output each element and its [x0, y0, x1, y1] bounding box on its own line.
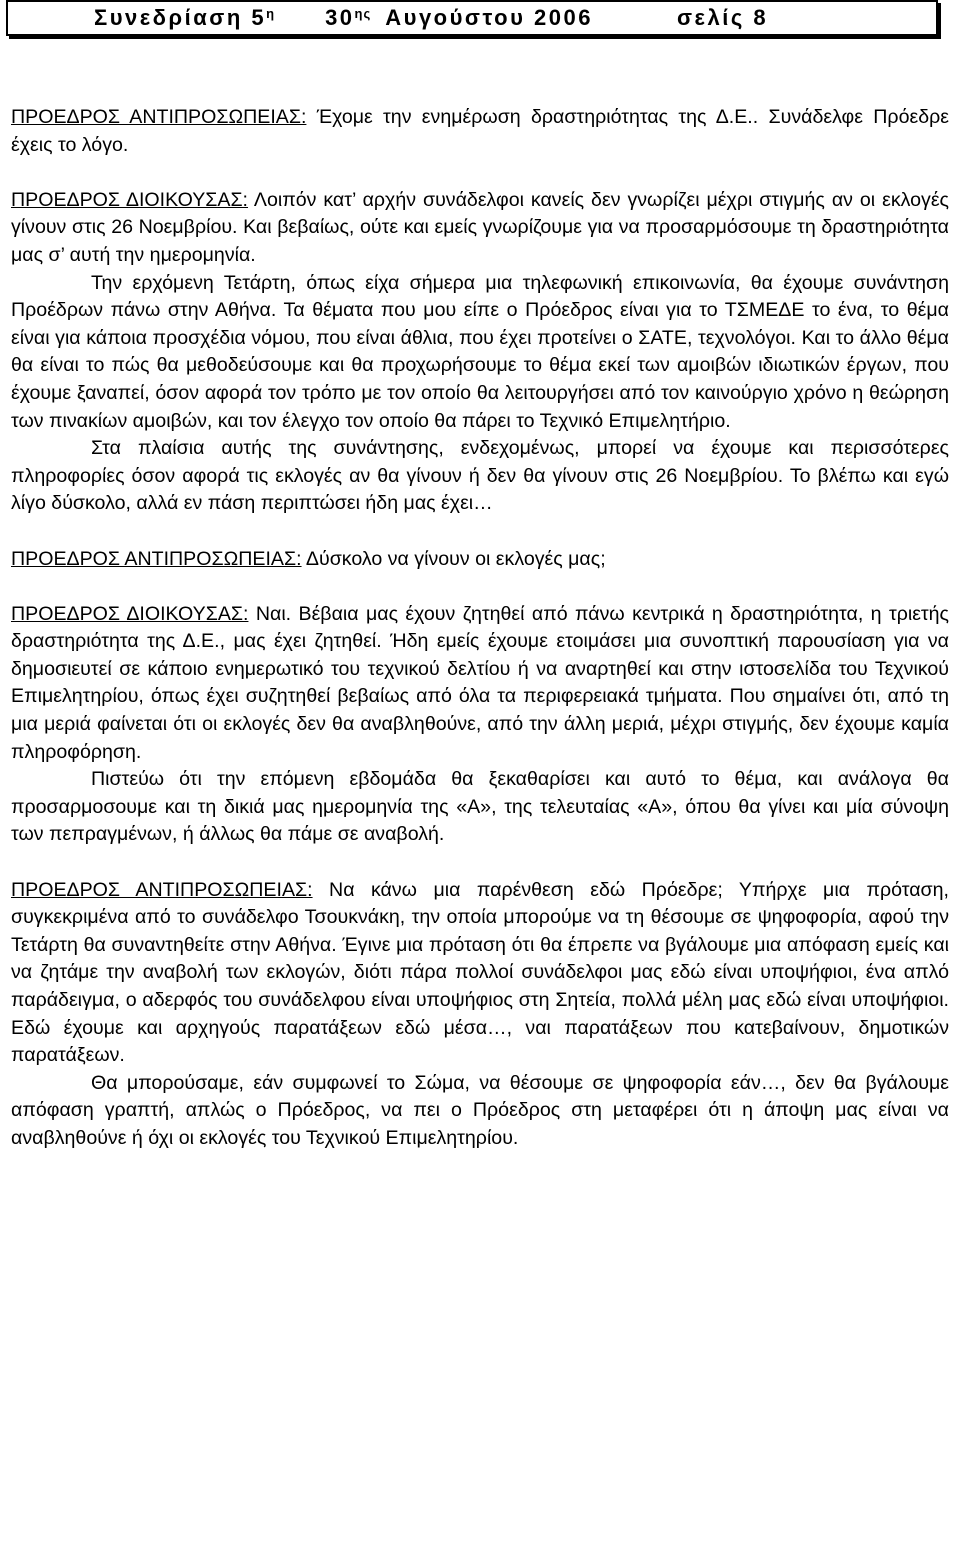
paragraph-text: Στα πλαίσια αυτής της συνάντησης, ενδεχομένως, μπορεί να έχουμε και περισσότερες πληροφορίες όσον αφορά τις εκλογές αν θα γίνουν ή δεν θα γίνουν στις 26 Νοεμβρίου. Το βλέπω και εγώ λίγο δύσκολο, αλλά εν πάση περιπτώσει ήδη μας έχει…	[11, 437, 949, 515]
paragraph-3	[11, 270, 949, 436]
speaker-label: ΠΡΟΕΔΡΟΣ ΔΙΟΙΚΟΥΣΑΣ:	[11, 602, 249, 625]
header-date: Αυγούστου 2006	[385, 5, 593, 30]
page-header: Συνεδρίαση 5 $^\eta$ 30 $^{\eta\varsigma}$ Αυγούστου 2006 σελίς 8	[6, 0, 938, 36]
paragraph-text: Έχομε την ενημέρωση δραστηριότητας της Δ.Ε.. Συνάδελφε Πρόεδρε έχεις το λόγο.	[11, 106, 949, 156]
paragraph-2	[11, 187, 949, 270]
speaker-label: ΠΡΟΕΔΡΟΣ ΑΝΤΙΠΡΟΣΩΠΕΙΑΣ:	[11, 547, 302, 570]
paragraph-4	[11, 435, 949, 518]
paragraph-text: Πιστεύω ότι την επόμενη εβδομάδα θα ξεκαθαρίσει και αυτό το θέμα, και ανάλογα θα προσαρμοσουμε και τη δικιά μας ημερομηνία της «Α», της τελευταίας «Α», όπου θα γίνει και μία σύνοψη των πεπραγμένων, ή άλλως θα πάμε σε αναβολή.	[11, 768, 949, 846]
paragraph-9	[11, 1070, 949, 1153]
speaker-label: ΠΡΟΕΔΡΟΣ ΑΝΤΙΠΡΟΣΩΠΕΙΑΣ:	[11, 878, 313, 901]
paragraph-text: Να κάνω μια παρένθεση εδώ Πρόεδρε; Υπήρχε μια πρόταση, συγκεκριμένα από το συνάδελφο Τσουκνάκη, την οποία μπορούμε να τη θέσουμε σε ψηφοφορία, αφού την Τετάρτη θα συναντηθείτε στην Αθήνα. Έγινε μια πρόταση ότι θα έπρεπε να βγάλουμε μια απόφαση εμείς και να ζητάμε την αναβολή των εκλογών, διότι πάρα πολλοί συνάδελφοι μας εδώ είναι υποψήφιοι, ένα απλό παράδειγμα, ο αδερφός του συνάδελφου είναι υποψήφιος στη Σητεία, πολλά μέλη μας εδώ είναι υποψήφιοι. Εδώ έχουμε και αρχηγούς παρατάξεων εδώ μέσα…, ναι παρατάξεων που κατεβαίνουν, δημοτικών παρατάξεων.	[11, 878, 949, 1067]
paragraph-text: Δύσκολο να γίνουν οι εκλογές μας;	[301, 547, 606, 570]
paragraph-5	[11, 546, 949, 574]
paragraph-6	[11, 601, 949, 767]
paragraph-8	[11, 877, 949, 1070]
paragraph-text: Ναι. Βέβαια μας έχουν ζητηθεί από πάνω κεντρικά η δραστηριότητα, η τριετής δραστηριότητα της Δ.Ε., μας έχει ζητηθεί. Ήδη εμείς έχουμε ετοιμάσει μια συνοπτική παρουσίαση για να δημοσιευτεί σε κάποιο ενημερωτικό του τεχνικού δελτίου ή να αναρτηθεί και στην ιστοσελίδα του Τεχνικού Επιμελητηρίου, όπως έχει συζητηθεί βεβαίως από όλα τα περιφερειακά τμήματα. Που σημαίνει ότι, από τη μια μεριά φαίνεται ότι οι εκλογές δεν θα αναβληθούνε, από την άλλη μεριά, μέχρι στιγμής, δεν έχουμε καμία πληροφόρηση.	[11, 602, 950, 763]
header-day: 30	[325, 5, 355, 30]
speaker-label: ΠΡΟΕΔΡΟΣ ΔΙΟΙΚΟΥΣΑΣ:	[11, 188, 249, 211]
header-session: Συνεδρίαση 5	[94, 5, 267, 30]
paragraph-text: Θα μπορούσαμε, εάν συμφωνεί το Σώμα, να θέσουμε σε ψηφοφορία εάν…, δεν θα βγάλουμε απόφαση γραπτή, απλώς ο Πρόεδρος, να πει ο Πρόεδρος στη μεταφέρει ότι η άποψη μας είναι να αναβληθούνε ή όχι οι εκλογές του Τεχνικού Επιμελητηρίου.	[11, 1071, 949, 1149]
paragraph-text: Την ερχόμενη Τετάρτη, όπως είχα σήμερα μια τηλεφωνική επικοινωνία, θα έχουμε συνάντηση Προέδρων πάνω στην Αθήνα. Τα θέματα που μου είπε ο Πρόεδρος είναι για το ΤΣΜΕΔΕ το ένα, το θέμα είναι για κάποια προσχέδια νόμου, που είναι άθλια, που έχει προτείνει ο ΣΑΤΕ, τεχνολόγοι. Και το άλλο θέμα θα είναι το πώς θα μεθοδεύσουμε και θα προχωρήσουμε το θέμα εκεί των αμοιβών ιδιωτικών έργων, που έχουμε ξαναπεί, όσον αφορά τον τρόπο με τον οποίο θα λειτουργήσει από τον καινούργιο χρόνο η θεώρηση των πινακίων αμοιβών, και τον έλεγχο τον οποίο θα πάρει το Τεχνικό Επιμελητήριο.	[11, 271, 949, 432]
transcript-body	[11, 104, 949, 1153]
paragraph-1	[11, 104, 949, 159]
speaker-label: ΠΡΟΕΔΡΟΣ ΑΝΤΙΠΡΟΣΩΠΕΙΑΣ:	[11, 106, 307, 128]
paragraph-7	[11, 766, 949, 849]
header-page-number: σελίς 8	[676, 5, 769, 30]
paragraph-text: Λοιπόν κατ’ αρχήν συνάδελφοι κανείς δεν γνωρίζει μέχρι στιγμής αν οι εκλογές γίνουν στις 26 Νοεμβρίου. Και βεβαίως, ούτε και εμείς γνωρίζουμε για να προσαρμόσουμε τη δραστηριότητα μας σ’ αυτή την ημερομηνία.	[11, 188, 949, 266]
